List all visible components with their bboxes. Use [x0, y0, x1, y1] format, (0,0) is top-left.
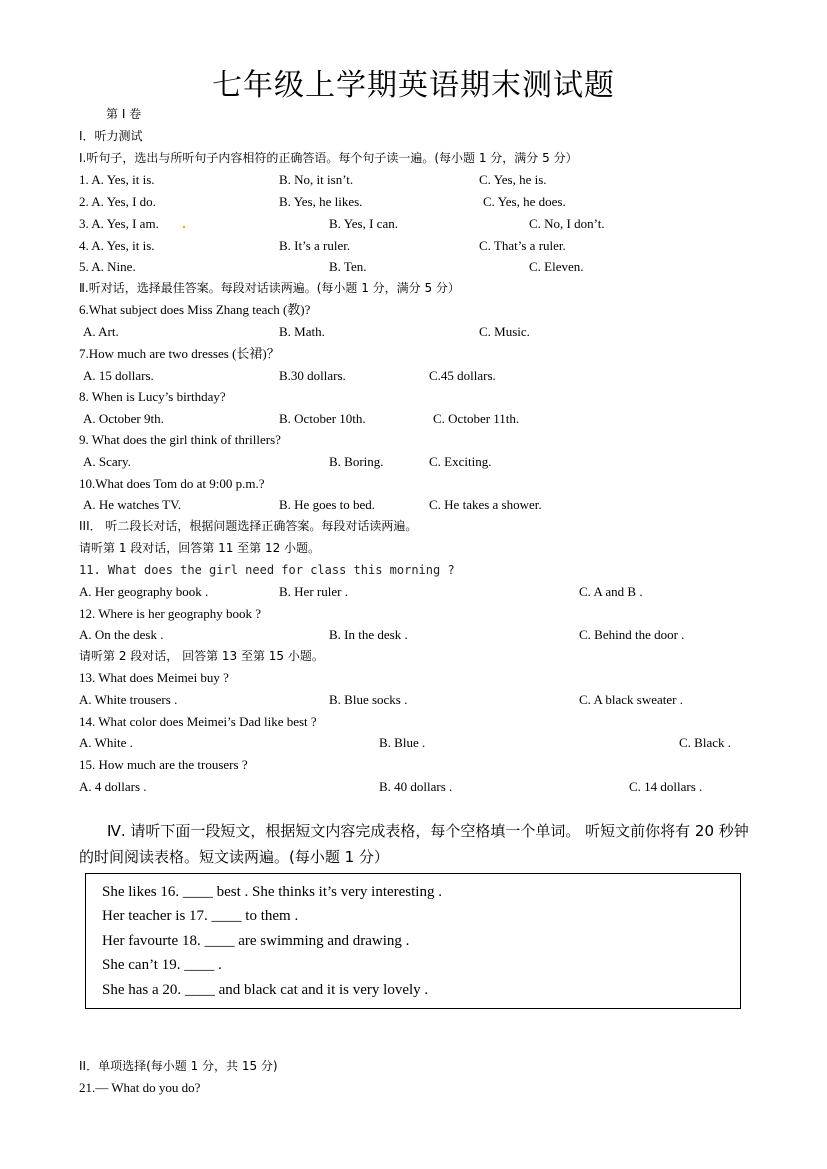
q4-option-a: 4. A. Yes, it is. — [79, 238, 155, 253]
dialog2-instructions: 请听第 2 段对话， 回答第 13 至第 15 小题。 — [79, 649, 324, 663]
q14-option-b: B. Blue . — [379, 735, 426, 750]
q9-question: 9. What does the girl think of thrillers? — [79, 432, 281, 447]
q21-question: 21.— What do you do? — [79, 1080, 201, 1095]
part2-instructions: Ⅱ.听对话，选择最佳答案。每段对话读两遍。(每小题 1 分，满分 5 分） — [79, 281, 460, 295]
part3-instructions: III． 听二段长对话，根据问题选择正确答案。每段对话读两遍。 — [79, 519, 418, 533]
q2-option-a: 2. A. Yes, I do. — [79, 194, 156, 209]
q14-question: 14. What color does Meimei’s Dad like best ? — [79, 714, 317, 729]
q7-option-c: C.45 dollars. — [429, 368, 496, 383]
q4-option-b: B. It’s a ruler. — [279, 238, 351, 253]
q11-option-b: B. Her ruler . — [279, 584, 348, 599]
q7-option-a: A. 15 dollars. — [83, 368, 154, 383]
part4-instructions: Ⅳ. 请听下面一段短文，根据短文内容完成表格，每个空格填一个单词。 听短文前你将有 20 秒钟的时间阅读表格。短文读两遍。(每小题 1 分） — [79, 822, 749, 866]
q7-question: 7.How much are two dresses (长裙)？ — [79, 346, 280, 361]
table-row: She likes 16. ____ best . She thinks it’s very interesting . — [102, 884, 442, 900]
q5-option-b: B. Ten. — [329, 259, 367, 274]
q6-option-a: A. Art. — [83, 324, 119, 339]
q8-question: 8. When is Lucy’s birthday? — [79, 389, 226, 404]
fill-in-table — [85, 873, 741, 1009]
q11-option-a: A. Her geography book . — [79, 584, 209, 599]
section1-heading: I．听力测试 — [79, 129, 143, 143]
q8-option-a: A. October 9th. — [83, 411, 164, 426]
q12-option-a: A. On the desk . — [79, 627, 164, 642]
q1-option-b: B. No, it isn’t. — [279, 172, 354, 187]
q3-option-a: 3. A. Yes, I am. — [79, 216, 159, 231]
q11-question: 11. What does the girl need for class this morning ? — [79, 563, 455, 577]
q1-option-c: C. Yes, he is. — [479, 172, 547, 187]
table-row: Her teacher is 17. ____ to them . — [102, 908, 299, 924]
q13-question: 13. What does Meimei buy ? — [79, 670, 229, 685]
q13-option-b: B. Blue socks . — [329, 692, 408, 707]
q10-question: 10.What does Tom do at 9:00 p.m.? — [79, 476, 265, 491]
part1-instructions: Ⅰ.听句子，选出与所听句子内容相符的正确答语。每个句子读一遍。(每小题 1 分，满分 5 分） — [79, 151, 578, 165]
q12-option-c: C. Behind the door . — [579, 627, 685, 642]
q6-question: 6.What subject does Miss Zhang teach (教)? — [79, 302, 311, 317]
dialog1-instructions: 请听第 1 段对话，回答第 11 至第 12 小题。 — [79, 541, 321, 555]
q15-option-c: C. 14 dollars . — [629, 779, 703, 794]
q14-option-a: A. White . — [79, 735, 133, 750]
q9-option-a: A. Scary. — [83, 454, 131, 469]
q10-option-c: C. He takes a shower. — [429, 497, 542, 512]
q13-option-a: A. White trousers . — [79, 692, 178, 707]
q6-option-c: C. Music. — [479, 324, 530, 339]
q9-option-b: B. Boring. — [329, 454, 384, 469]
q9-option-c: C. Exciting. — [429, 454, 492, 469]
table-row: She can’t 19. ____ . — [102, 957, 222, 973]
q13-option-c: C. A black sweater . — [579, 692, 683, 707]
q8-option-c: C. October 11th. — [433, 411, 520, 426]
table-row: Her favourte 18. ____ are swimming and drawing . — [102, 933, 410, 949]
page-title: 七年级上学期英语期末测试题 — [212, 68, 615, 103]
q15-option-a: A. 4 dollars . — [79, 779, 147, 794]
q3-option-b: B. Yes, I can. — [329, 216, 398, 231]
q3-option-c: C. No, I don’t. — [529, 216, 605, 231]
q15-question: 15. How much are the trousers ? — [79, 757, 248, 772]
q1-option-a: 1. A. Yes, it is. — [79, 172, 155, 187]
q12-option-b: B. In the desk . — [329, 627, 408, 642]
table-row: She has a 20. ____ and black cat and it is very lovely . — [102, 982, 429, 998]
q4-option-c: C. That’s a ruler. — [479, 238, 566, 253]
q6-option-b: B. Math. — [279, 324, 325, 339]
q5-option-c: C. Eleven. — [529, 259, 584, 274]
volume-label: 第 I 卷 — [106, 107, 142, 121]
q10-option-a: A. He watches TV. — [83, 497, 182, 512]
q15-option-b: B. 40 dollars . — [379, 779, 453, 794]
q14-option-c: C. Black . — [679, 735, 731, 750]
q12-question: 12. Where is her geography book ? — [79, 606, 262, 621]
q2-option-b: B. Yes, he likes. — [279, 194, 363, 209]
section2-heading: II．单项选择(每小题 1 分，共 15 分) — [79, 1059, 278, 1073]
q2-option-c: C. Yes, he does. — [483, 194, 566, 209]
q11-option-c: C. A and B . — [579, 584, 643, 599]
q8-option-b: B. October 10th. — [279, 411, 366, 426]
q10-option-b: B. He goes to bed. — [279, 497, 376, 512]
stray-mark — [183, 226, 185, 228]
q5-option-a: 5. A. Nine. — [79, 259, 136, 274]
q7-option-b: B.30 dollars. — [279, 368, 346, 383]
